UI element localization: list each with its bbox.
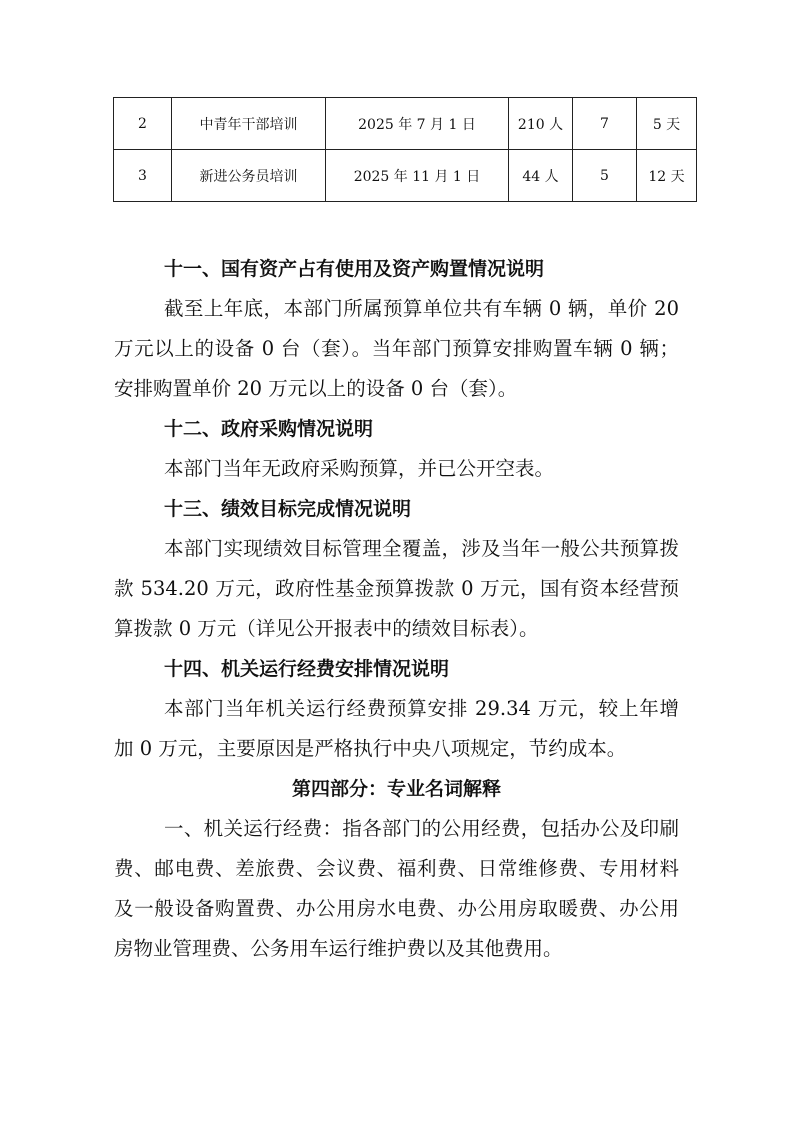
cell-no: 2 (114, 98, 172, 150)
cell-name: 中青年干部培训 (172, 98, 326, 150)
glossary-section (114, 809, 679, 969)
table-row (114, 150, 697, 202)
section-heading: 十一、国有资产占有使用及资产购置情况说明 (164, 258, 545, 280)
training-table (113, 97, 697, 202)
cell-count: 5 (573, 150, 637, 202)
glossary-paragraph: 一、机关运行经费：指各部门的公用经费，包括办公及印刷费、邮电费、差旅费、会议费、福利费、日常维修费、专用材料及一般设备购置费、办公用房水电费、办公用房取暖费、办公用房物业管理费、公务用车运行维护费以及其他费用。 (114, 817, 679, 960)
section-paragraph: 本部门当年机关运行经费预算安排 29.34 万元，较上年增加 0 万元，主要原因是严格执行中央八项规定，节约成本。 (114, 697, 679, 760)
section-11 (114, 249, 679, 409)
section-paragraph: 本部门实现绩效目标管理全覆盖，涉及当年一般公共预算拨款 534.20 万元，政府性基金预算拨款 0 万元，国有资本经营预算拨款 0 万元（详见公开报表中的绩效目标表）。 (114, 537, 679, 640)
cell-no: 3 (114, 150, 172, 202)
section-paragraph: 截至上年底，本部门所属预算单位共有车辆 0 辆，单价 20 万元以上的设备 0 台（套）。当年部门预算安排购置车辆 0 辆；安排购置单价 20 万元以上的设备 0 台（套）。 (114, 297, 679, 400)
section-13 (114, 489, 679, 649)
section-heading: 十四、机关运行经费安排情况说明 (164, 658, 450, 680)
section-14 (114, 649, 679, 769)
cell-days: 5 天 (637, 98, 697, 150)
part-title: 第四部分：专业名词解释 (291, 778, 501, 800)
cell-date: 2025 年 7 月 1 日 (326, 98, 509, 150)
section-12 (114, 409, 679, 489)
cell-count: 7 (573, 98, 637, 150)
section-heading: 十三、绩效目标完成情况说明 (164, 498, 412, 520)
table-row (114, 98, 697, 150)
cell-people: 210 人 (509, 98, 573, 150)
cell-name: 新进公务员培训 (172, 150, 326, 202)
cell-days: 12 天 (637, 150, 697, 202)
section-paragraph: 本部门当年无政府采购预算，并已公开空表。 (164, 457, 555, 480)
cell-people: 44 人 (509, 150, 573, 202)
section-heading: 十二、政府采购情况说明 (164, 418, 374, 440)
cell-date: 2025 年 11 月 1 日 (326, 150, 509, 202)
